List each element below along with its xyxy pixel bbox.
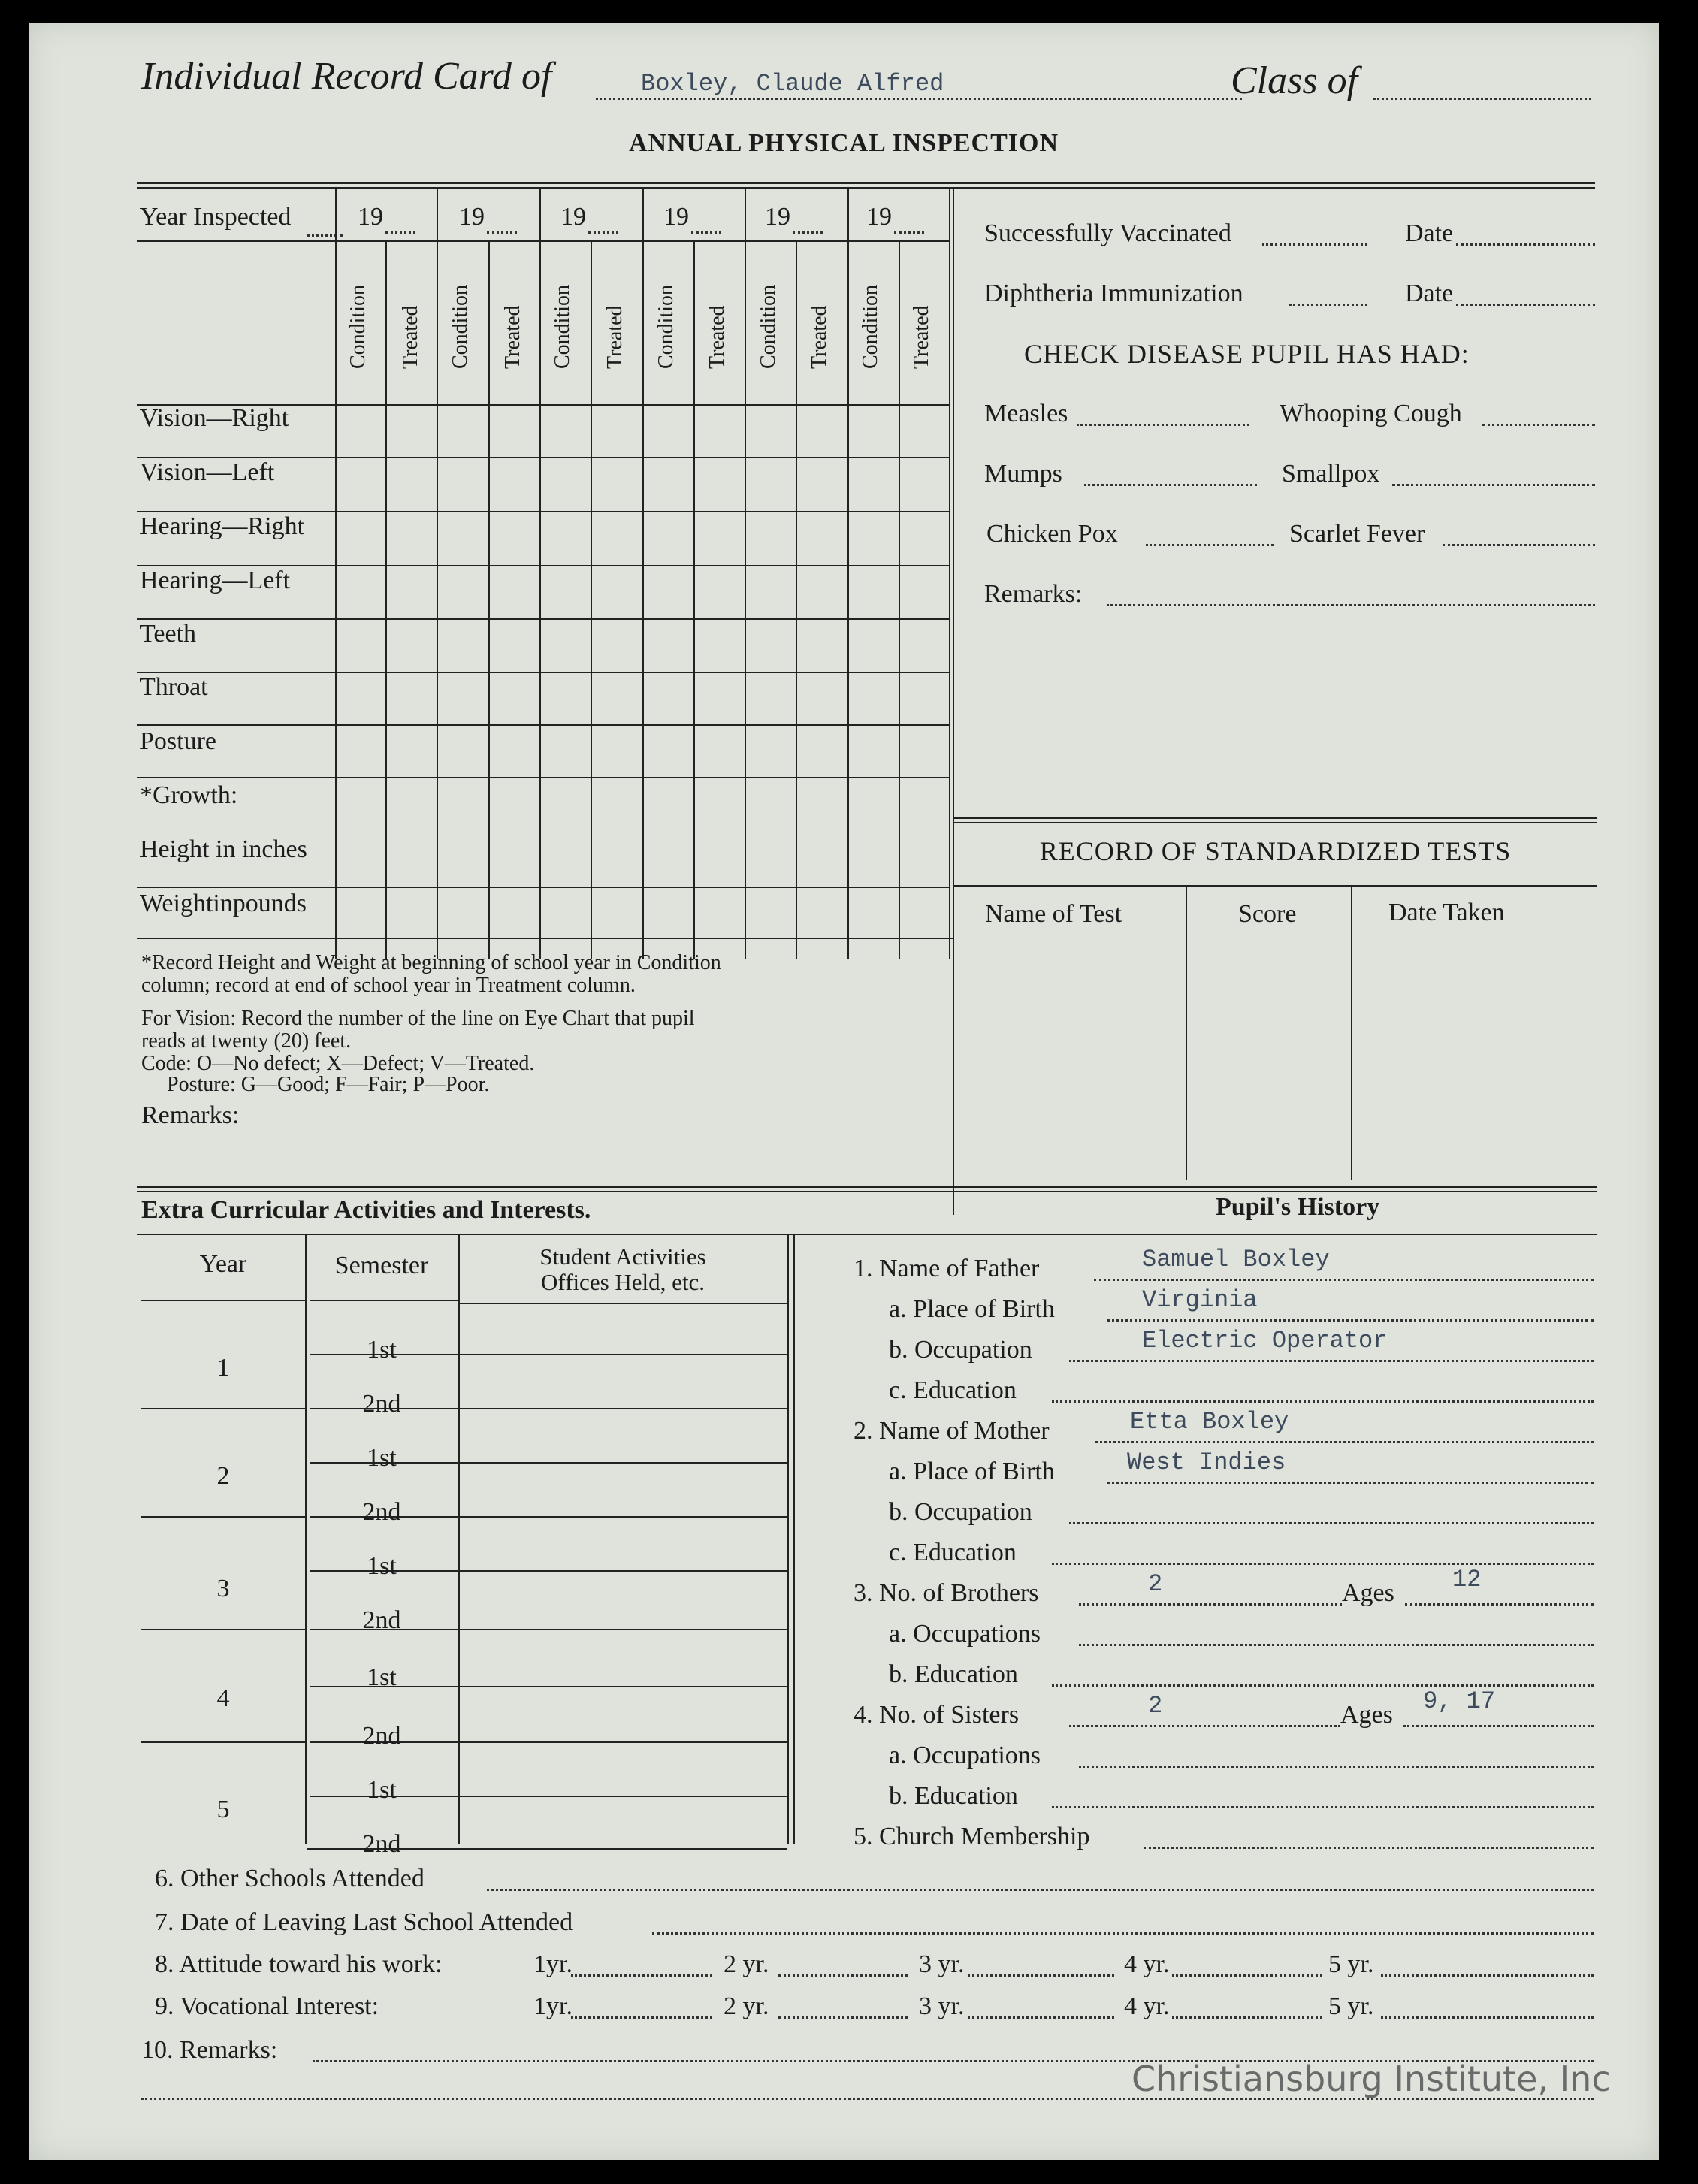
father-occupation-value: Electric Operator (1142, 1327, 1388, 1355)
row-weight: Weightinpounds (140, 890, 307, 917)
semester-1-2: 2nd (362, 1390, 401, 1418)
row-throat: Throat (140, 673, 208, 701)
vaccinated-label: Successfully Vaccinated (984, 219, 1231, 247)
row-height: Height in inches (140, 835, 307, 863)
vaccinated-date-label: Date (1405, 219, 1454, 247)
diphtheria-date-label: Date (1405, 279, 1454, 307)
other-schools-label: 6. Other Schools Attended (155, 1865, 424, 1892)
father-name-label: 1. Name of Father (854, 1255, 1040, 1282)
note-growth-1: *Record Height and Weight at beginning of school year in Condition (141, 951, 721, 974)
year-2: 19 (459, 203, 485, 231)
activities-header-1: Student Activities (539, 1243, 706, 1270)
condition-label-4: Condition (654, 284, 678, 369)
activity-year-5: 5 (216, 1796, 230, 1823)
row-posture: Posture (140, 727, 216, 755)
check-disease-title: CHECK DISEASE PUPIL HAS HAD: (1024, 339, 1470, 369)
attitude-yr1: 1yr. (533, 1950, 573, 1978)
card-subtitle: ANNUAL PHYSICAL INSPECTION (629, 129, 1059, 157)
treated-label-2: Treated (501, 305, 524, 369)
brothers-education-label: b. Education (889, 1660, 1018, 1688)
history-title: Pupil's History (1216, 1193, 1380, 1221)
sisters-ages-label: Ages (1340, 1701, 1393, 1729)
brothers-ages-value: 12 (1452, 1566, 1482, 1593)
semester-5-1: 1st (367, 1776, 397, 1804)
attitude-yr3: 3 yr. (919, 1950, 965, 1978)
activity-year-1: 1 (216, 1354, 230, 1382)
mother-name-value: Etta Boxley (1130, 1408, 1289, 1436)
activity-year-3: 3 (216, 1575, 230, 1603)
condition-label-3: Condition (551, 284, 574, 369)
year-1: 19 (358, 203, 383, 231)
condition-label-6: Condition (859, 284, 882, 369)
note-posture: Posture: G—Good; F—Fair; P—Poor. (167, 1073, 490, 1096)
row-hearing-left: Hearing—Left (140, 566, 291, 594)
year-header: Year (199, 1250, 247, 1278)
semester-4-1: 1st (367, 1663, 397, 1691)
father-education-label: c. Education (889, 1376, 1017, 1404)
diphtheria-label: Diphtheria Immunization (984, 279, 1243, 307)
mumps-label: Mumps (984, 460, 1062, 488)
condition-label-2: Condition (449, 284, 472, 369)
class-of-label: Class of (1231, 59, 1358, 102)
row-vision-left: Vision—Left (140, 458, 275, 486)
smallpox-label: Smallpox (1282, 460, 1380, 488)
condition-label-5: Condition (757, 284, 780, 369)
brothers-occupations-label: a. Occupations (889, 1620, 1041, 1648)
note-code: Code: O—No defect; X—Defect; V—Treated. (141, 1052, 535, 1075)
vocational-yr1: 1yr. (533, 1992, 573, 2020)
activities-title: Extra Curricular Activities and Interests. (141, 1196, 591, 1224)
semester-3-1: 1st (367, 1552, 397, 1580)
semester-header: Semester (334, 1252, 429, 1279)
activities-header-2: Offices Held, etc. (540, 1269, 705, 1295)
treated-label-1: Treated (399, 305, 422, 369)
semester-2-2: 2nd (362, 1498, 401, 1526)
attitude-yr5: 5 yr. (1328, 1950, 1374, 1978)
whooping-cough-label: Whooping Cough (1280, 400, 1462, 427)
card-title: Individual Record Card of (141, 55, 552, 98)
mother-education-label: c. Education (889, 1539, 1017, 1566)
condition-label-1: Condition (346, 284, 370, 369)
vocational-yr3: 3 yr. (919, 1992, 965, 2020)
treated-label-5: Treated (808, 305, 831, 369)
row-teeth: Teeth (140, 620, 197, 648)
sisters-ages-value: 9, 17 (1423, 1687, 1496, 1715)
mother-birth-value: West Indies (1127, 1448, 1286, 1476)
vocational-label: 9. Vocational Interest: (155, 1992, 379, 2020)
scarlet-fever-label: Scarlet Fever (1289, 520, 1425, 548)
student-name: Boxley, Claude Alfred (641, 70, 944, 98)
mother-occupation-label: b. Occupation (889, 1498, 1032, 1526)
father-name-value: Samuel Boxley (1142, 1246, 1330, 1273)
mother-birth-label: a. Place of Birth (889, 1458, 1055, 1485)
treated-label-3: Treated (603, 305, 627, 369)
test-score-header: Score (1238, 900, 1297, 928)
year-4: 19 (663, 203, 689, 231)
row-growth: *Growth: (140, 781, 238, 809)
row-vision-right: Vision—Right (140, 404, 289, 432)
semester-4-2: 2nd (362, 1722, 401, 1750)
treated-label-6: Treated (910, 305, 933, 369)
test-name-header: Name of Test (985, 900, 1122, 928)
record-card (29, 23, 1659, 2160)
sisters-value: 2 (1148, 1692, 1163, 1720)
leaving-date-label: 7. Date of Leaving Last School Attended (155, 1908, 573, 1936)
chicken-pox-label: Chicken Pox (986, 520, 1118, 548)
inspection-remarks-label: Remarks: (141, 1101, 240, 1129)
sisters-occupations-label: a. Occupations (889, 1741, 1041, 1769)
semester-2-1: 1st (367, 1444, 397, 1472)
note-vision-1: For Vision: Record the number of the line on Eye Chart that pupil (141, 1007, 695, 1030)
vocational-yr5: 5 yr. (1328, 1992, 1374, 2020)
semester-3-2: 2nd (362, 1606, 401, 1634)
brothers-ages-label: Ages (1342, 1579, 1394, 1607)
health-remarks-label: Remarks: (984, 580, 1083, 608)
vocational-yr4: 4 yr. (1124, 1992, 1170, 2020)
attitude-label: 8. Attitude toward his work: (155, 1950, 443, 1978)
year-5: 19 (765, 203, 790, 231)
father-birth-value: Virginia (1142, 1286, 1258, 1314)
note-vision-2: reads at twenty (20) feet. (141, 1029, 352, 1053)
activity-year-4: 4 (216, 1684, 230, 1712)
father-occupation-label: b. Occupation (889, 1336, 1032, 1364)
year-3: 19 (560, 203, 586, 231)
semester-5-2: 2nd (362, 1830, 401, 1858)
attitude-yr4: 4 yr. (1124, 1950, 1170, 1978)
mother-name-label: 2. Name of Mother (854, 1417, 1050, 1445)
attitude-yr2: 2 yr. (724, 1950, 769, 1978)
brothers-label: 3. No. of Brothers (854, 1579, 1039, 1607)
tests-title: RECORD OF STANDARDIZED TESTS (1039, 836, 1512, 866)
sisters-education-label: b. Education (889, 1782, 1018, 1810)
father-birth-label: a. Place of Birth (889, 1295, 1055, 1323)
church-label: 5. Church Membership (854, 1823, 1090, 1850)
measles-label: Measles (984, 400, 1068, 427)
final-remarks-label: 10. Remarks: (141, 2036, 278, 2064)
row-hearing-right: Hearing—Right (140, 512, 305, 540)
brothers-value: 2 (1148, 1570, 1163, 1598)
treated-label-4: Treated (705, 305, 729, 369)
semester-1-1: 1st (367, 1336, 397, 1364)
year-inspected-label: Year Inspected (140, 203, 292, 231)
note-growth-2: column; record at end of school year in Treatment column. (141, 974, 636, 997)
vocational-yr2: 2 yr. (724, 1992, 769, 2020)
year-6: 19 (866, 203, 892, 231)
sisters-label: 4. No. of Sisters (854, 1701, 1020, 1729)
watermark-text: Christiansburg Institute, Inc (1131, 2059, 1611, 2099)
test-date-header: Date Taken (1388, 899, 1505, 926)
activity-year-2: 2 (216, 1462, 230, 1490)
